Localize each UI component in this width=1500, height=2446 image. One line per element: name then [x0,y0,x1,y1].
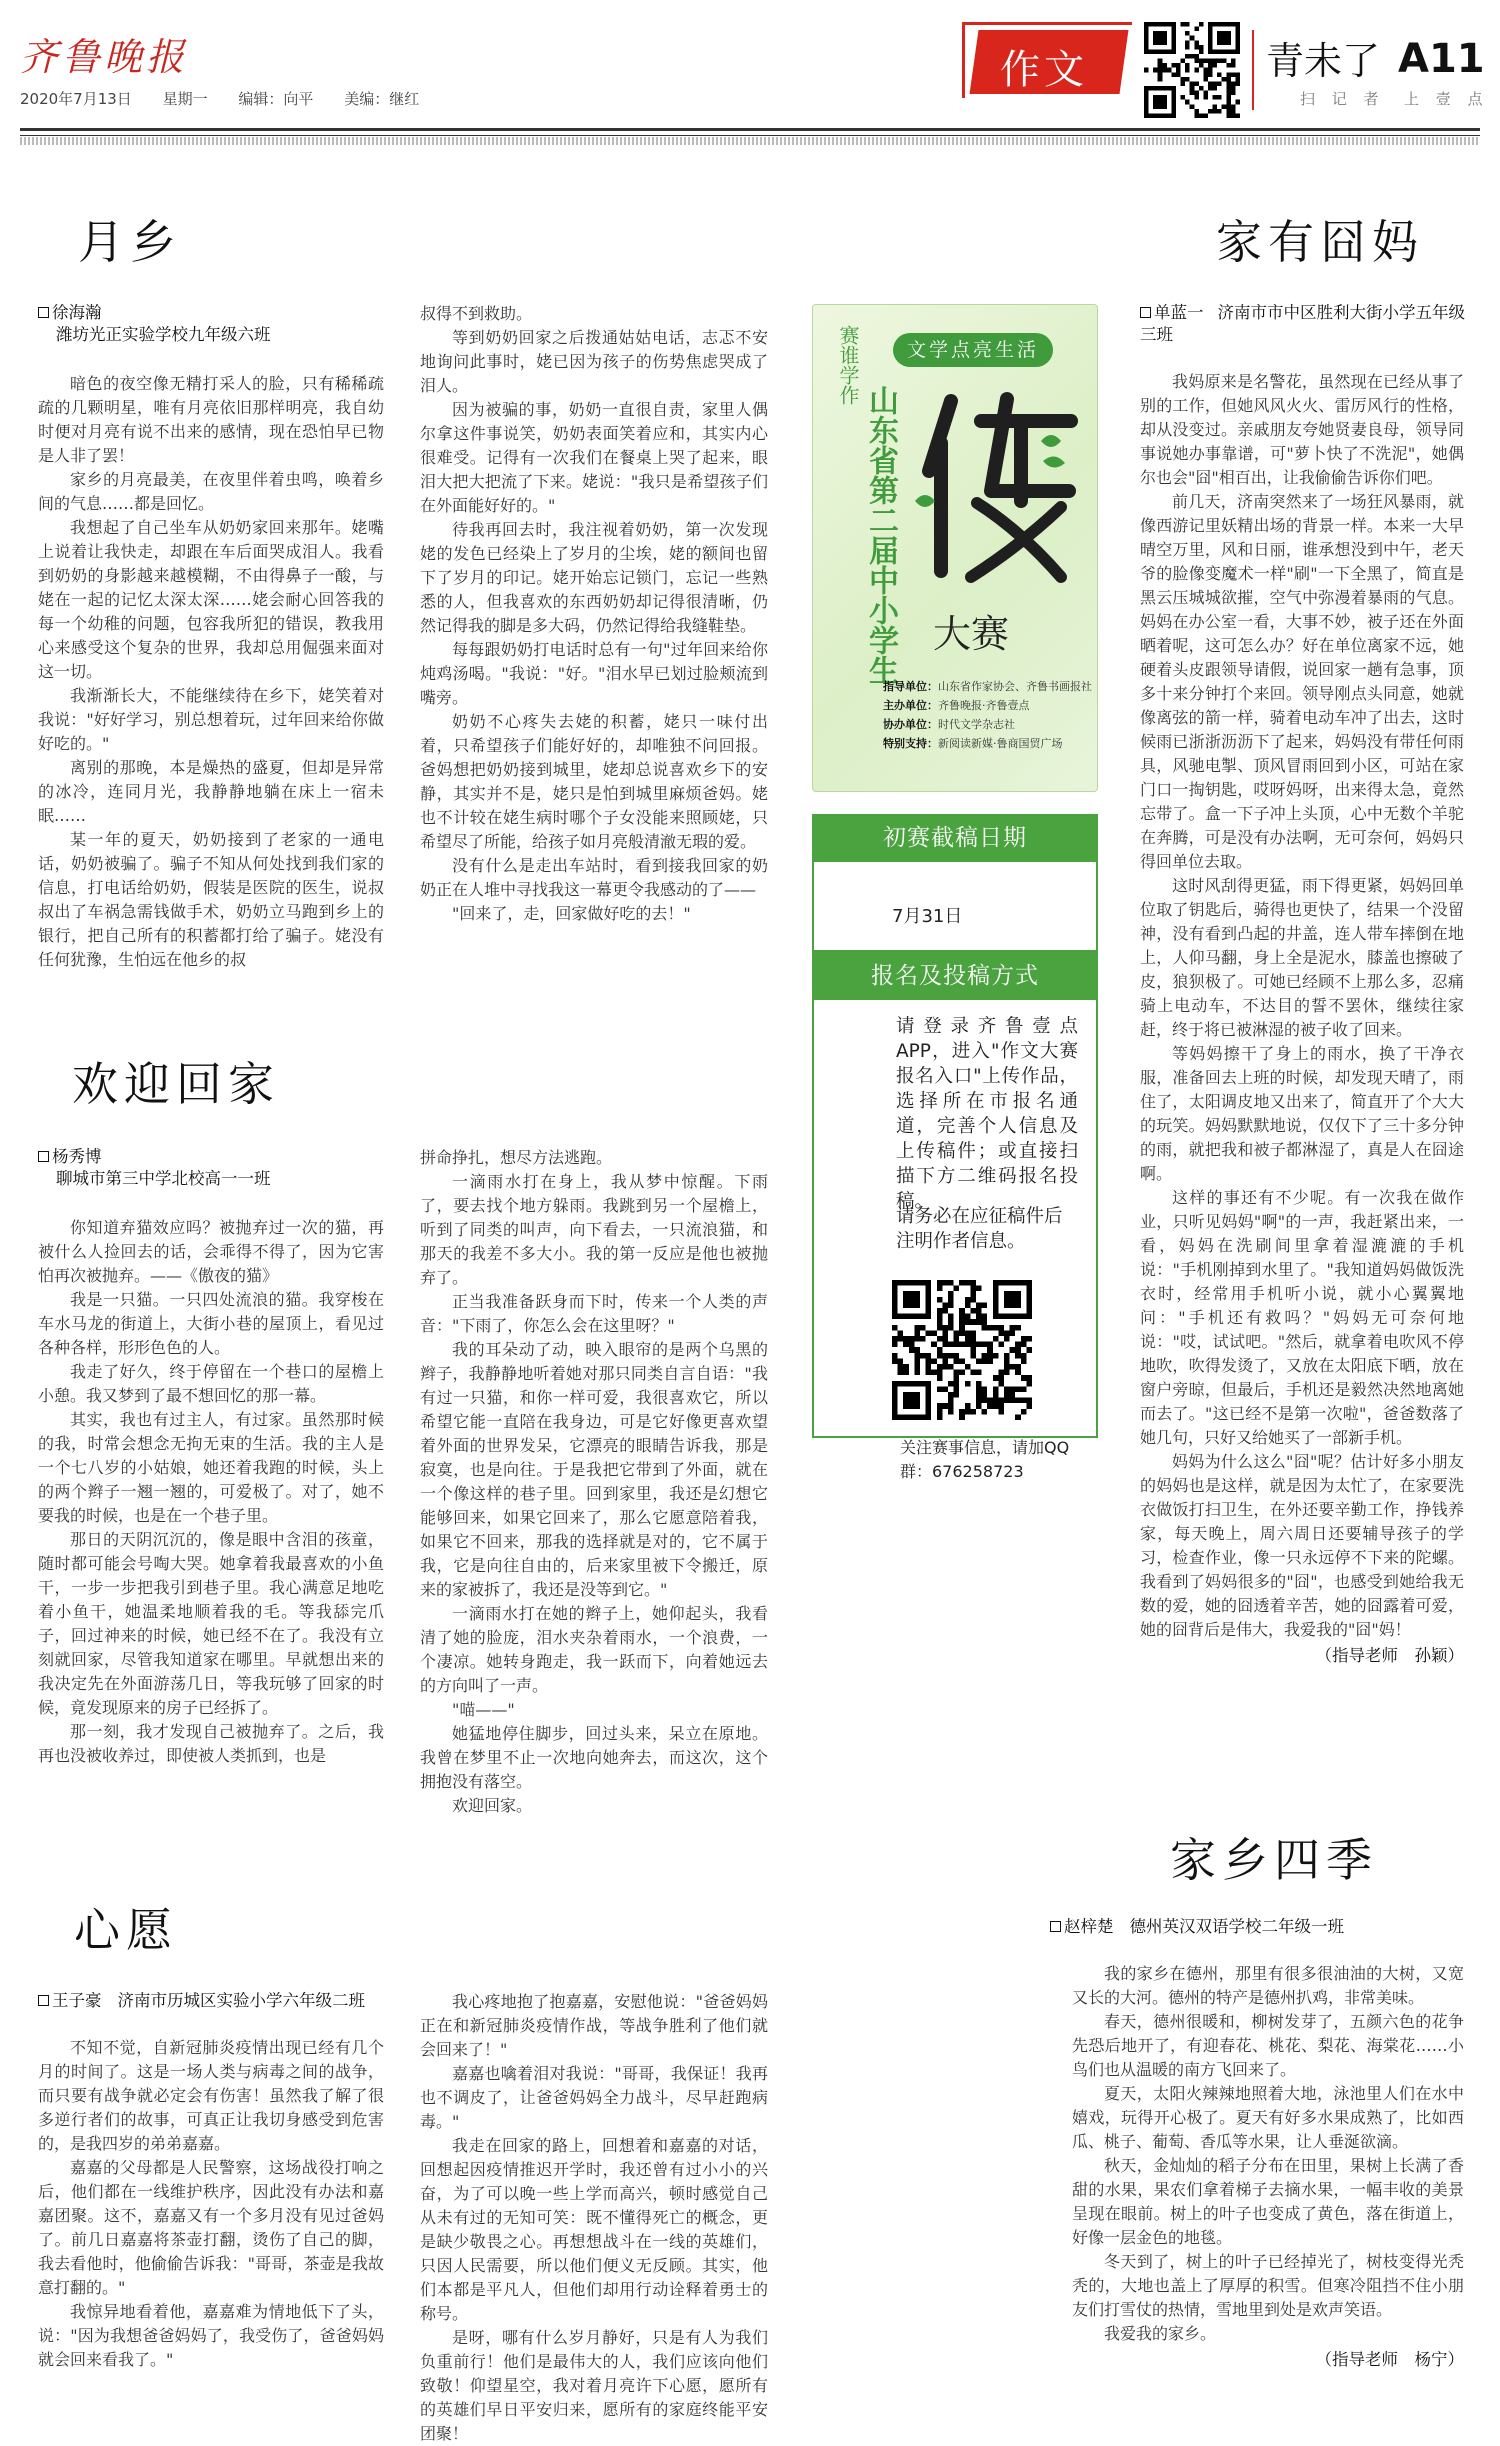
section-badge [962,22,1132,98]
paragraph: 不知不觉，自新冠肺炎疫情出现已经有几个月的时间了。这是一场人类与病毒之间的战争，而只要有战争就必定会有伤害！虽然我了解了很多逆行者们的故事，可真正让我切身感受到危害的，是我四岁的弟弟嘉嘉。 [38,2038,384,2153]
paragraph: 拼命挣扎，想尽方法逃跑。 [420,1148,613,1167]
paragraph: 待我再回去时，我注视着奶奶，第一次发现姥的发色已经染上了岁月的尘埃，姥的额间也留下了岁月的印记。姥开始忘记锁门，忘记一些熟悉的人，但我喜欢的东西奶奶却记得很清晰，仍然记得我的脚是多大码，仍然记得给我缝鞋垫。 [420,520,768,635]
paragraph: 某一年的夏天，奶奶接到了老家的一通电话，奶奶被骗了。骗子不知从何处找到我们家的信息，打电话给奶奶，假装是医院的医生，说叔叔出了车祸急需钱做手术，奶奶立马跑到乡上的银行，把自己所有的积蓄都打给了骗子。姥没有任何犹豫，生怕远在他乡的叔 [38,830,384,969]
author-name: 单蓝一 [1154,303,1204,322]
editor-credit: 编辑：向平 [238,90,314,108]
paragraph: "回来了，走，回家做好吃的去！" [452,904,691,923]
paragraph: 前几天，济南突然来了一场狂风暴雨，就像西游记里妖精出场的背景一样。本来一大早晴空万里，风和日丽，谁承想没到中午，老天爷的脸像变魔术一样"刷"一下全黑了，简直是黑云压城城欲摧，空气中弥漫着暴雨的气息。妈妈在办公室一看，大事不妙，被子还在外面晒着呢，这可怎么办？好在单位离家不远，她硬着头皮跟领导请假，说回家一趟有急事，顶多十来分钟打个来回。领导刚点头同意，她就像离弦的箭一样，骑着电动车冲了出去，这时候雨已浙浙沥沥下了起来，妈妈没有带任何雨具，风驰电掣、顶风冒雨回到小区，可站在家门口一掏钥匙，哎呀妈呀，出来得太急，竟然忘带了。盒一下子冲上头顶，心中无数个羊驼在奔腾，可是没有办法啊，无可奈何，妈妈只得回单位去取。 [1140,492,1464,871]
paragraph: 一滴雨水打在她的辫子上，她仰起头，我看清了她的脸庞，泪水夹杂着雨水，一个浪费，一个凄凉。她转身跑走，我一跃而下，向着她远去的方向叫了一声。 [420,1604,768,1695]
byline-box-icon [1050,1921,1061,1932]
paragraph: 一滴雨水打在身上，我从梦中惊醒。下雨了，要去找个地方躲雨。我跳到另一个屋檐上，听到了同类的叫声，向下看去，一只流浪猫，和那天的我差不多大小。我的第一反应是他也被抛弃了。 [420,1172,768,1287]
designer-credit: 美编：继红 [344,90,420,108]
masthead-rule-shade [20,137,1480,145]
paragraph: 秋天，金灿灿的稻子分布在田里，果树上长满了香甜的水果，果农们拿着梯子去摘水果，一幅丰收的美景呈现在眼前。树上的叶子也变成了黄色，落在街道上，好像一层金色的地毯。 [1072,2156,1464,2247]
page-number: A11 [1398,36,1485,82]
reporter-tag: 扫 记 者 [1300,90,1385,108]
author-name: 徐海瀚 [52,303,102,322]
byline-box-icon [38,1995,49,2006]
byline-huanying [38,1146,408,1190]
contest-small-title: 大赛 [933,612,1010,656]
paragraph: 我是一只猫。一只四处流浪的猫。我穿梭在车水马龙的街道上，大街小巷的屋顶上，看见过各种各样，形形色色的人。 [38,1290,384,1357]
paragraph: 我想起了自己坐车从奶奶家回来那年。姥嘴上说着让我快走，却跟在车后面哭成泪人。我看到奶奶的身影越来越模糊，不由得鼻子一酸，与姥在一起的记忆太深太深……姥会耐心回答我的每一个幼稚的问题，包容我所犯的错误，教我用心来感受这个复杂的世界，我却总用倔强来面对这一切。 [38,518,384,681]
byline-yuexiang [38,302,408,346]
article-body-jiayou [1140,370,1464,1762]
qq-group-info: 关注赛事信息，请加QQ群：676258723 [900,1438,1070,1481]
article-body-huanying-col2 [420,1146,768,1832]
paragraph: 我惊异地看着他，嘉嘉难为情地低下了头，说："因为我想爸爸妈妈了，我受伤了，爸爸妈妈就会回来看我了。" [38,2302,384,2369]
article-body-huanying-col1 [38,1216,384,1830]
article-body-xinyuan-col1 [38,2036,384,2396]
paragraph: 家乡的月亮最美，在夜里伴着虫鸣，唤着乡间的气息……都是回忆。 [38,470,384,513]
article-title-yuexiang: 月乡 [78,215,182,269]
paragraph: 每每跟奶奶打电话时总有一句"过年回来给你炖鸡汤喝。"我说："好。"泪水早已划过脸颊流到嘴旁。 [420,640,768,707]
reporter-tag-2: 上 壹 点 [1404,90,1489,108]
article-title-jiayou: 家有囧妈 [1216,215,1424,269]
paragraph: 暗色的夜空像无精打采人的脸，只有稀稀疏疏的几颗明星，唯有月亮依旧那样明亮，我自幼时便对月亮有说不出来的感情，现在恐怕早已物是人非了罢！ [38,374,384,465]
article-body-yuexiang-col2 [420,302,768,990]
paragraph: 我渐渐长大，不能继续待在乡下，姥笑着对我说："好好学习，别总想着玩，过年回来给你做好吃的。" [38,686,384,753]
paragraph: 妈妈为什么这么"囧"呢？估计好多小朋友的妈妈也是这样，就是因为太忙了，在家要洗衣做饭打扫卫生，在外还要辛勤工作，挣钱养家，每天晚上，周六周日还要辅导孩子的学习，检查作业，像一只永远停不下来的陀螺。我看到了妈妈很多的"囧"，也感受到她给我无数的爱，她的囧透着辛苦，她的囧露着可爱，她的囧背后是伟大，我爱我的"囧"妈！ [1140,1452,1464,1639]
author-school: 济南市历城区实验小学六年级二班 [117,1991,365,2010]
issue-date: 2020年7月13日 [20,90,132,108]
paragraph: 夏天，太阳火辣辣地照着大地，泳池里人们在水中嬉戏，玩得开心极了。夏天有好多水果成熟了，比如西瓜、桃子、葡萄、香瓜等水果，让人垂涎欲滴。 [1072,2084,1464,2151]
article-body-xinyuan-col2 [420,1990,768,2443]
paper-logo: 齐鲁晚报 [20,35,189,79]
submission-header: 报名及投稿方式 [812,952,1098,1000]
contest-sidebar [812,304,1098,1434]
paragraph: 正当我准备跃身而下时，传来一个人类的声音："下雨了，你怎么会在这里呀？" [420,1292,768,1335]
paragraph: 等妈妈擦干了身上的雨水，换了干净衣服，准备回去上班的时候，却发现天晴了，雨住了，太阳调皮地又出来了，简直开了个大大的玩笑。妈妈默默地说，仅仅下了三十多分钟的雨，就把我和被子都淋湿了，真是人在囧途啊。 [1140,1044,1464,1183]
paragraph: 我的家乡在德州，那里有很多很油油的大树，又宽又长的大河。德州的特产是德州扒鸡，非常美味。 [1072,1964,1464,2007]
author-school: 济南市市中区胜利大街小学五年级三班 [1140,303,1465,344]
paragraph: 我心疼地抱了抱嘉嘉，安慰他说："爸爸妈妈正在和新冠肺炎疫情作战，等战争胜利了他们就会回来了！" [420,1992,768,2059]
byline-box-icon [38,307,49,318]
submission-note: 请务必在应征稿件后注明作者信息。 [896,1206,1063,1252]
paragraph: 那一刻，我才发现自己被抛弃了。之后，我再也没被收养过，即使被人类抓到，也是 [38,1722,384,1765]
paragraph: 冬天到了，树上的叶子已经掉光了，树枝变得光秃秃的，大地也盖上了厚厚的积雪。但寒冷阻挡不住小朋友们打雪仗的热情，雪地里到处是欢声笑语。 [1072,2252,1464,2319]
byline-jiayou [1140,302,1476,346]
masthead-rule [20,128,1480,136]
zuowen-calligraphy-icon [911,381,1081,581]
deadline-date: 7月31日 [892,906,963,927]
teacher-credit: （指导老师 杨宁） [1315,2350,1464,2369]
contest-organizers: 指导单位：山东省作家协会、齐鲁书画报社 主办单位：齐鲁晚报·齐鲁壹点 协办单位：时代文学杂志社 特别支持：新阅读新媒·鲁商国贸广场 [883,680,1092,750]
paragraph: 嘉嘉的父母都是人民警察，这场战役打响之后，他们都在一线维护秩序，因此没有办法和嘉嘉团聚。这不，嘉嘉又有一个多月没有见过爸妈了。前几日嘉嘉将茶壶打翻，烫伤了自己的脚，我去看他时，他偷偷告诉我："哥哥，茶壶是我故意打翻的。" [38,2158,384,2297]
byline-xinyuan [38,1990,438,2012]
contest-vertical-logo: 赛谁学作 [836,325,860,405]
article-body-jiaxiang [1072,1962,1464,2402]
paragraph: 叔得不到救助。 [420,304,533,323]
submission-instructions: 请登录齐鲁壹点APP，进入"作文大赛报名入口"上传作品，选择所在市报名通道，完善个人信息及上传稿件；或直接扫描下方二维码报名投稿。 [896,1016,1078,1212]
article-title-jiaxiang: 家乡四季 [1170,1833,1378,1887]
paragraph: 这时风刮得更猛，雨下得更紧，妈妈回单位取了钥匙后，骑得也更快了，结果一个没留神，没有看到凸起的井盖，连人带车摔倒在地上，人仰马翻，身上全是泥水，膝盖也擦破了皮，狼狈极了。可她已经顾不上那么多，忍痛骑上电动车，不达目的誓不罢休，继续往家赶，终于将已被淋湿的被子收了回来。 [1140,876,1464,1039]
issue-meta [20,88,445,109]
paragraph: "喵——" [452,1700,515,1719]
paragraph: 那日的天阴沉沉的，像是眼中含泪的孩童，随时都可能会号啕大哭。她拿着我最喜欢的小鱼干，一步一步把我引到巷子里。我心满意足地吃着小鱼干，她温柔地顺着我的毛。等我舔完爪子，回过神来的时候，她已经不在了。我没有立刻就回家，尽管我知道家在哪里。早就想出来的我决定先在外面游荡几日，等我玩够了回家的时候，竟发现原来的房子已经拆了。 [38,1530,384,1717]
paragraph: 我的耳朵动了动，映入眼帘的是两个乌黑的辫子，我静静地听着她对那只同类自言自语："我有过一只猫，和你一样可爱，我很喜欢它，所以希望它能一直陪在我身边，可是它好像更喜欢望着外面的世界发呆，它漂亮的眼睛告诉我，那是寂寞，也是向往。于是我把它带到了外面，就在一个像这样的巷子里。回到家里，我还是幻想它能够回来，如果它回来了，那么它愿意陪着我，如果它不回来，那我的选择就是对的，它不属于我，它是向往自由的，后来家里被下令搬迁，原来的家被拆了，我还是没等到它。" [420,1340,768,1599]
article-title-xinyuan: 心愿 [74,1903,178,1957]
paragraph: 春天，德州很暖和，柳树发芽了，五颜六色的花争先恐后地开了，有迎春花、桃花、梨花、海棠花……小鸟们也从温暖的南方飞回来了。 [1072,2012,1464,2079]
byline-box-icon [38,1151,49,1162]
paragraph: 是呀，哪有什么岁月静好，只是有人为我们负重前行！他们是最伟大的人，我们应该向他们致敬！仰望星空，我对着月亮许下心愿，愿所有的英雄们早日平安归来，愿所有的家庭终能平安团聚！ [420,2328,768,2443]
paragraph: 这样的事还有不少呢。有一次我在做作业，只听见妈妈"啊"的一声，我赶紧出来，一看，妈妈在洗刷间里拿着湿漉漉的手机说："手机刚掉到水里了。"我知道妈妈做饭洗衣时，经常用手机听小说，就小心翼翼地问："手机还有救吗？"妈妈无可奈何地说："哎，试试吧。"然后，就拿着电吹风不停地吹，吹得发烫了，又放在太阳底下晒，放在窗户旁晾，但最后，手机还是毅然决然地离她而去了。"这已经不是第一次啦"，爸爸数落了她几句，只好又给她买了一部新手机。 [1140,1188,1464,1447]
author-school: 聊城市第三中学北校高一一班 [56,1169,271,1188]
author-school: 德州英汉双语学校二年级一班 [1129,1917,1344,1936]
paragraph: 我走在回家的路上，回想着和嘉嘉的对话，回想起因疫情推迟开学时，我还曾有过小小的兴奋，为了可以晚一些上学而高兴，顿时感觉自己从未有过的无知可笑：既不懂得死亡的概念，更是缺少敬畏之心。再想想战斗在一线的英雄们，只因人民需要，所以他们便义无反顾。其实，他们本都是平凡人，但他们却用行动诠释着勇士的称号。 [420,2136,768,2323]
paragraph: 其实，我也有过主人，有过家。虽然那时候的我，时常会想念无拘无束的生活。我的主人是一个七八岁的小姑娘，她还着我跑的时候，头上的两个辫子一翘一翘的，可爱极了。对了，她不要我的时候，也是在一个巷子里。 [38,1410,384,1525]
paragraph: 欢迎回家。 [452,1796,533,1815]
paragraph: 离别的那晚，本是燥热的盛夏，但却是异常的冰冷，连同月光，我静静地躺在床上一宿未眠…… [38,758,384,825]
author-name: 王子豪 [52,1991,102,2010]
author-school: 潍坊光正实验学校九年级六班 [56,325,271,344]
paragraph: 我爱我的家乡。 [1104,2324,1217,2343]
article-body-yuexiang-col1 [38,372,384,978]
section-name: 作文 [1000,47,1088,93]
masthead-divider [1252,30,1254,110]
author-name: 赵梓楚 [1064,1917,1114,1936]
paragraph: 等到奶奶回家之后拨通姑姑电话，志忑不安地询问此事时，姥已因为孩子的伤势焦虑哭成了泪人。 [420,328,768,395]
contest-tag: 文学点亮生活 [893,333,1053,367]
paragraph: 嘉嘉也噙着泪对我说："哥哥，我保证！我再也不调皮了，让爸爸妈妈全力战斗，尽早赶跑病毒。" [420,2064,768,2131]
author-name: 杨秀博 [52,1147,102,1166]
paragraph: 奶奶不心疼失去姥的积蓄，姥只一味付出着，只希望孩子们能好好的，却唯独不问回报。爸妈想把奶奶接到城里，姥却总说喜欢乡下的安静，其实并不是，姥只是怕到城里麻烦爸妈。姥也不计较在姥生病时哪个子女没能来照顾姥，只希望尽了所能，给孩子如月亮般清澈无瑕的爱。 [420,712,768,851]
paragraph: 她猛地停住脚步，回过头来，呆立在原地。我曾在梦里不止一次地向她奔去，而这次，这个拥抱没有落空。 [420,1724,768,1791]
deadline-header: 初赛截稿日期 [812,814,1098,862]
byline-box-icon [1140,307,1151,318]
paragraph: 你知道弃猫效应吗？被抛弃过一次的猫，再被什么人捡回去的话，会乖得不得了，因为它害怕再次被抛弃。——《傲夜的猫》 [38,1218,384,1285]
teacher-credit: （指导老师 孙颖） [1315,1646,1464,1665]
paragraph: 因为被骗的事，奶奶一直很自责，家里人偶尔拿这件事说笑，奶奶表面笑着应和，其实内心很难受。记得有一次我们在餐桌上哭了起来，眼泪大把大把流了下来。姥说："我只是希望孩子们在外面能好好的。" [420,400,768,515]
paragraph: 我走了好久，终于停留在一个巷口的屋檐上小憩。我又梦到了最不想回忆的那一幕。 [38,1362,384,1405]
issue-weekday: 星期一 [162,90,208,108]
byline-jiaxiang [1050,1916,1470,1938]
column-title: 青未了 [1266,39,1381,83]
paragraph: 没有什么是走出车站时，看到接我回家的奶奶正在人堆中寻找我这一幕更令我感动的了—— [420,856,768,899]
contest-poster [812,304,1098,792]
submission-qr-code-icon[interactable] [892,1280,1032,1420]
article-title-huanying: 欢迎回家 [72,1057,280,1111]
masthead-qr-code-icon[interactable] [1144,22,1240,118]
paragraph: 我妈原来是名警花，虽然现在已经从事了别的工作，但她风风火火、雷厉风行的性格，却从没变过。亲戚朋友夸她贤妻良母，领导同事说她办事靠谱，可"萝卜快了不洗泥"，她偶尔也会"囧"相百出，让我偷偷告诉你们吧。 [1140,372,1464,487]
contest-province-title: 山东省第二届中小学生 [863,385,898,685]
